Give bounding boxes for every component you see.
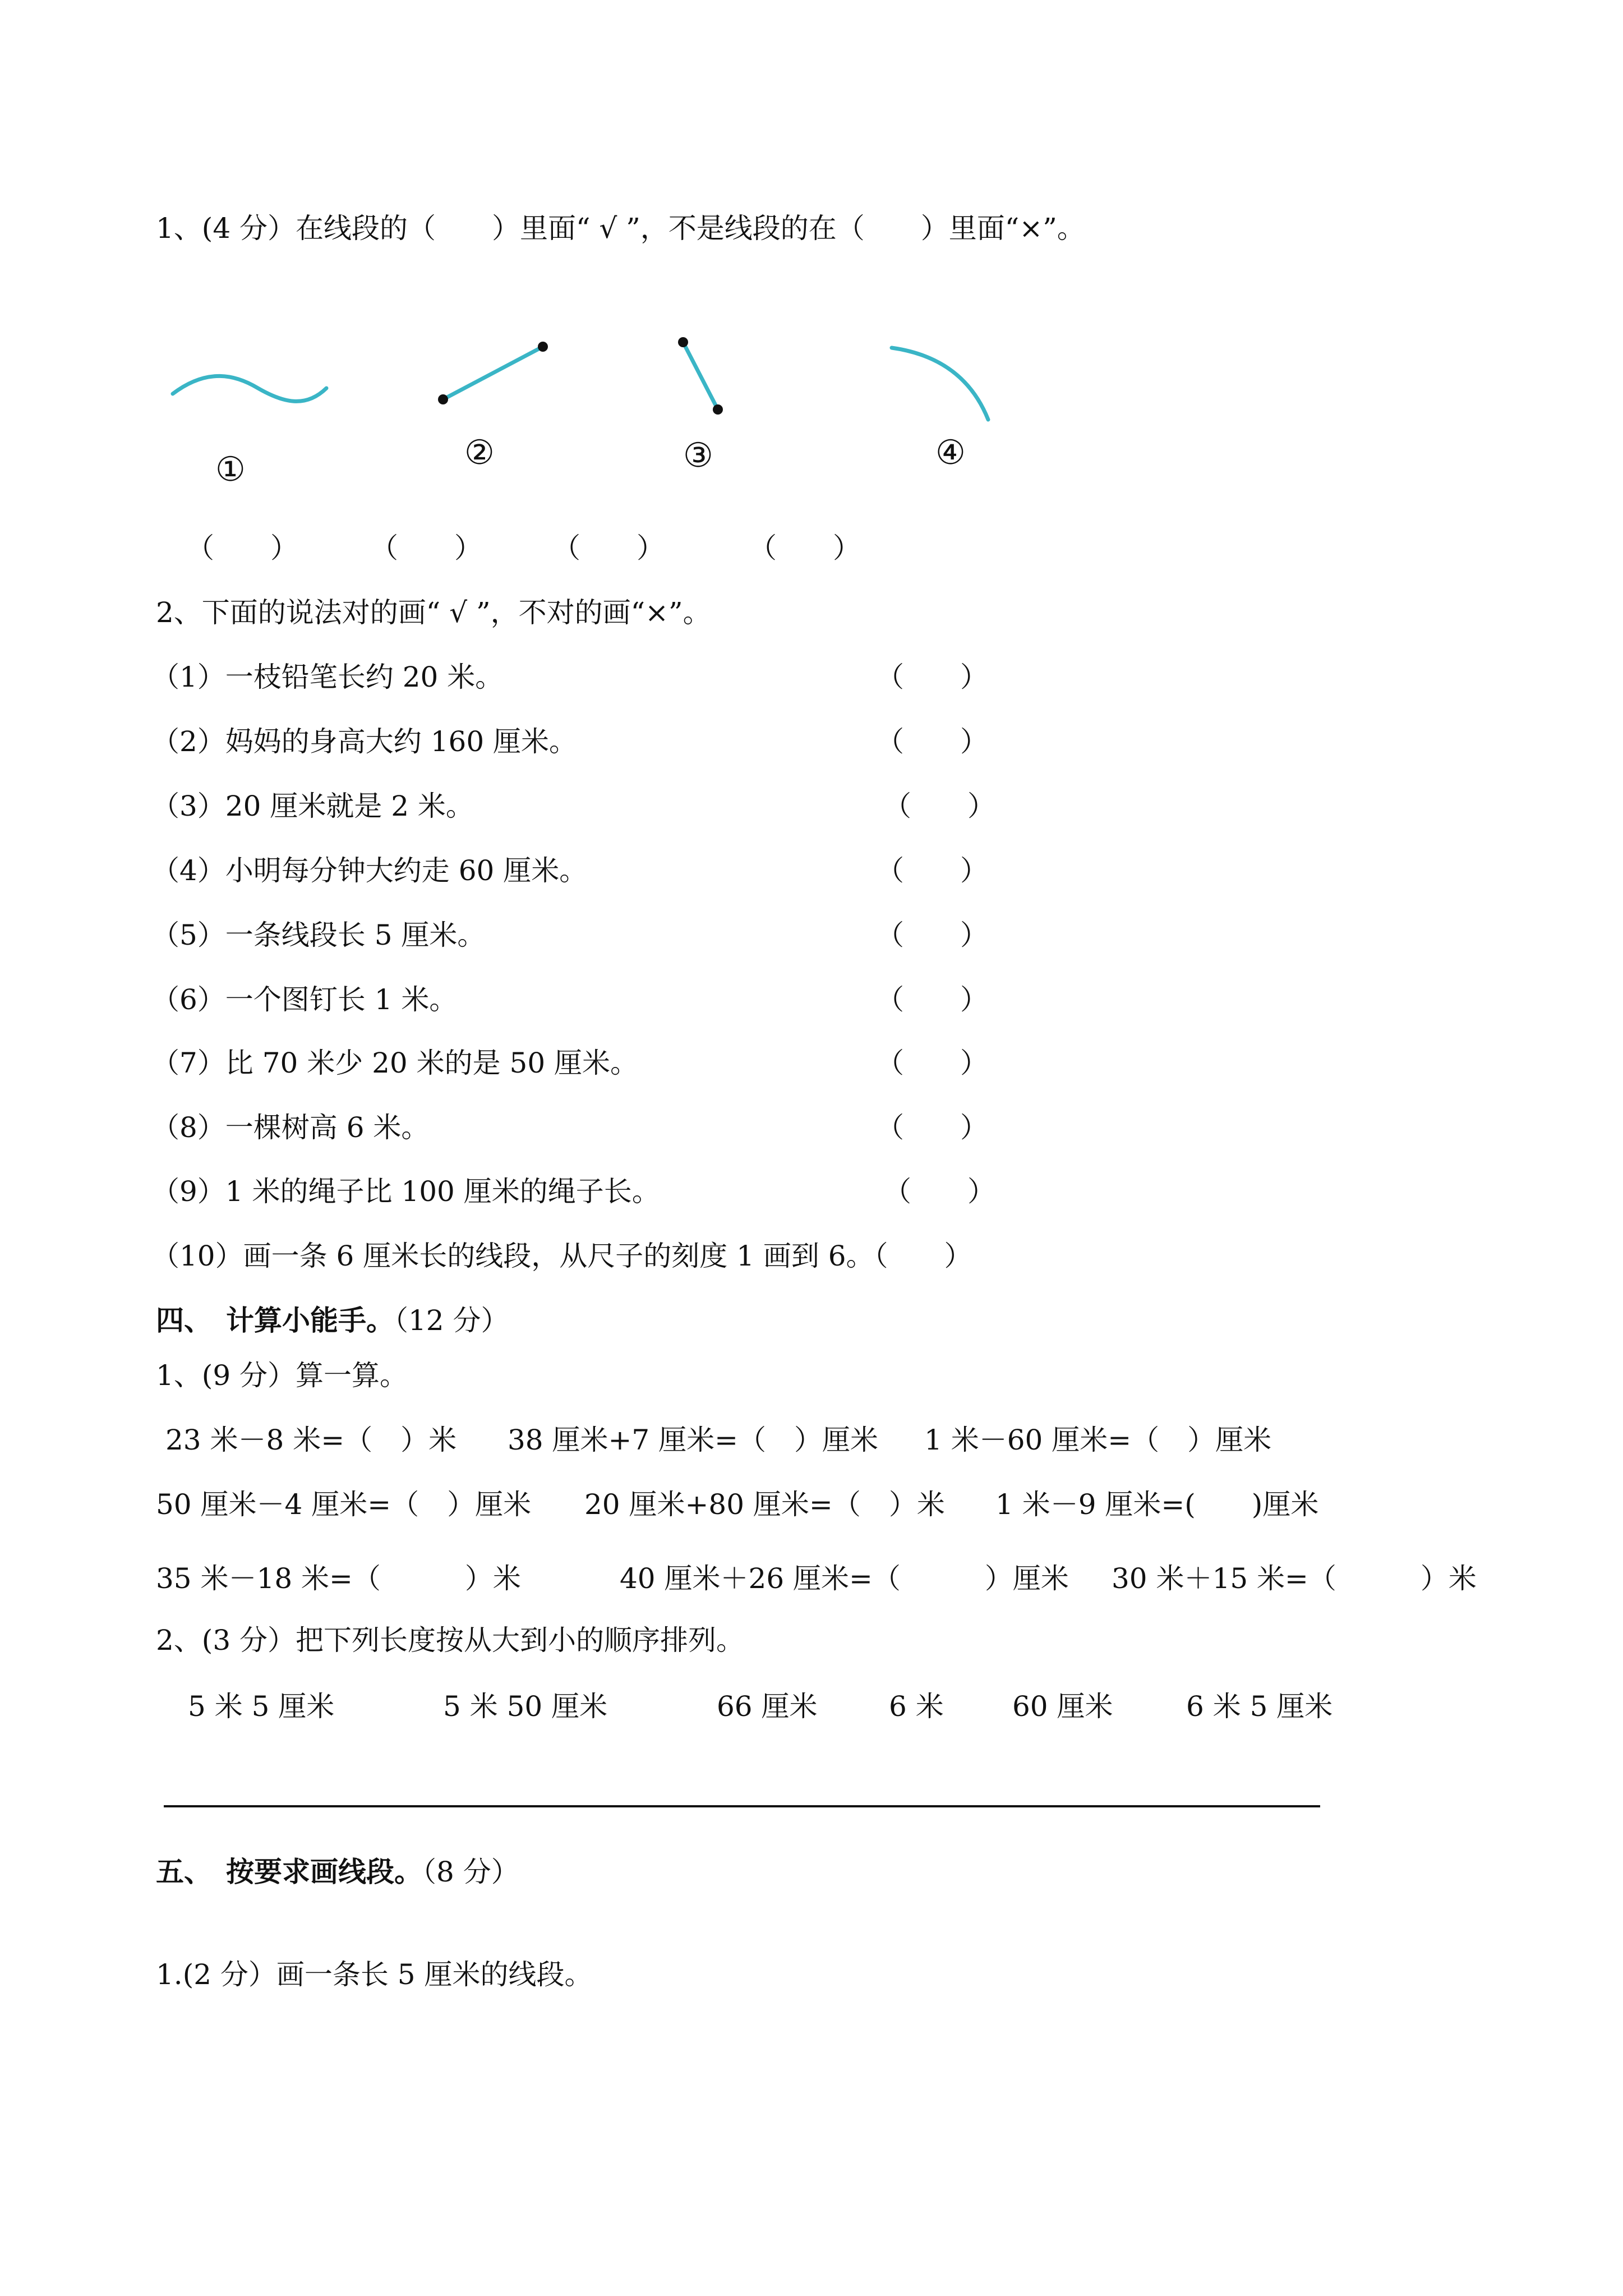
figure-2-endpoint-b [538,342,548,352]
figure-3-endpoint-b [713,404,723,415]
q2-item-4-bracket[interactable]: （ ） [876,854,988,887]
section4-heading: 四、 计算小能手。 [156,1304,394,1337]
figure-1-wavy-curve [173,376,326,401]
length-item-4: 6 米 [889,1690,944,1723]
q1-bracket-4[interactable]: （ ） [749,532,861,564]
section4-q1-instruction: 1、(9 分）算一算。 [156,1359,408,1392]
figure-2-endpoint-a [438,394,448,404]
q2-item-3-bracket[interactable]: （ ） [883,790,995,822]
q1-bracket-1[interactable]: （ ） [186,532,298,564]
length-item-1: 5 米 5 厘米 [188,1690,335,1723]
q2-item-3: （3）20 厘米就是 2 米。 [151,790,474,822]
calc-r1-c3: 1 米－60 厘米=（ ）厘米 [924,1424,1272,1456]
figure-3-endpoint-a [678,337,688,347]
calc-r2-c1: 50 厘米－4 厘米=（ ）厘米 [156,1488,532,1521]
figure-4-arc [892,348,988,420]
q1-bracket-2[interactable]: （ ） [370,532,482,564]
calc-r3-c3: 30 米＋15 米=（ ）米 [1112,1562,1477,1595]
q1-instruction: 1、(4 分）在线段的（ ）里面“ √ ”，不是线段的在（ ）里面“×”。 [156,212,1085,245]
calc-r1-c1: 23 米－8 米=（ ）米 [165,1424,457,1456]
q2-item-7: （7）比 70 米少 20 米的是 50 厘米。 [151,1047,639,1079]
q2-item-9: （9）1 米的绳子比 100 厘米的绳子长。 [151,1175,660,1208]
q2-item-10: （10）画一条 6 厘米长的线段，从尺子的刻度 1 画到 6。（ ） [151,1240,972,1272]
q2-item-6: （6）一个图钉长 1 米。 [151,983,458,1016]
section5-q1-instruction: 1.(2 分）画一条长 5 厘米的线段。 [156,1958,593,1991]
figure-label-2: ② [464,433,495,472]
q2-item-1-bracket[interactable]: （ ） [876,661,988,693]
q2-item-8-bracket[interactable]: （ ） [876,1111,988,1144]
length-item-6: 6 米 5 厘米 [1186,1690,1333,1723]
section4-score: （12 分） [394,1304,509,1337]
figure-label-1: ① [215,450,246,489]
section4-q2-instruction: 2、(3 分）把下列长度按从大到小的顺序排列。 [156,1624,745,1657]
length-item-5: 60 厘米 [1012,1690,1113,1723]
length-item-2: 5 米 50 厘米 [443,1690,608,1723]
line-figures [0,0,1623,505]
figure-3-segment [683,342,718,409]
q2-item-5-bracket[interactable]: （ ） [876,919,988,951]
q2-item-5: （5）一条线段长 5 厘米。 [151,919,486,951]
section5-heading: 五、 按要求画线段。 [156,1855,422,1888]
q1-bracket-3[interactable]: （ ） [552,532,665,564]
q2-item-2: （2）妈妈的身高大约 160 厘米。 [151,725,578,758]
section5-heading-line [156,1854,519,1890]
q2-item-1: （1）一枝铅笔长约 20 米。 [151,661,504,693]
figure-label-3: ③ [683,436,713,475]
figure-2-segment [443,347,543,399]
calc-r2-c2: 20 厘米+80 厘米=（ ）米 [584,1488,945,1521]
q2-item-9-bracket[interactable]: （ ） [883,1175,995,1208]
calc-r1-c2: 38 厘米+7 厘米=（ ）厘米 [508,1424,879,1456]
q2-instruction: 2、下面的说法对的画“ √ ”，不对的画“×”。 [156,596,711,629]
answer-line[interactable] [164,1805,1320,1807]
section4-heading-line [156,1303,509,1338]
calc-r3-c2: 40 厘米＋26 厘米=（ ）厘米 [620,1562,1069,1595]
length-item-3: 66 厘米 [717,1690,818,1723]
calc-r2-c3: 1 米－9 厘米=( )厘米 [995,1488,1319,1521]
q2-item-2-bracket[interactable]: （ ） [876,725,988,758]
figure-label-4: ④ [935,433,966,472]
q2-item-4: （4）小明每分钟大约走 60 厘米。 [151,854,588,887]
section5-score: （8 分） [422,1856,519,1888]
calc-r3-c1: 35 米－18 米=（ ）米 [156,1562,521,1595]
q2-item-8: （8）一棵树高 6 米。 [151,1111,430,1144]
q2-item-7-bracket[interactable]: （ ） [876,1047,988,1079]
q2-item-6-bracket[interactable]: （ ） [876,983,988,1016]
